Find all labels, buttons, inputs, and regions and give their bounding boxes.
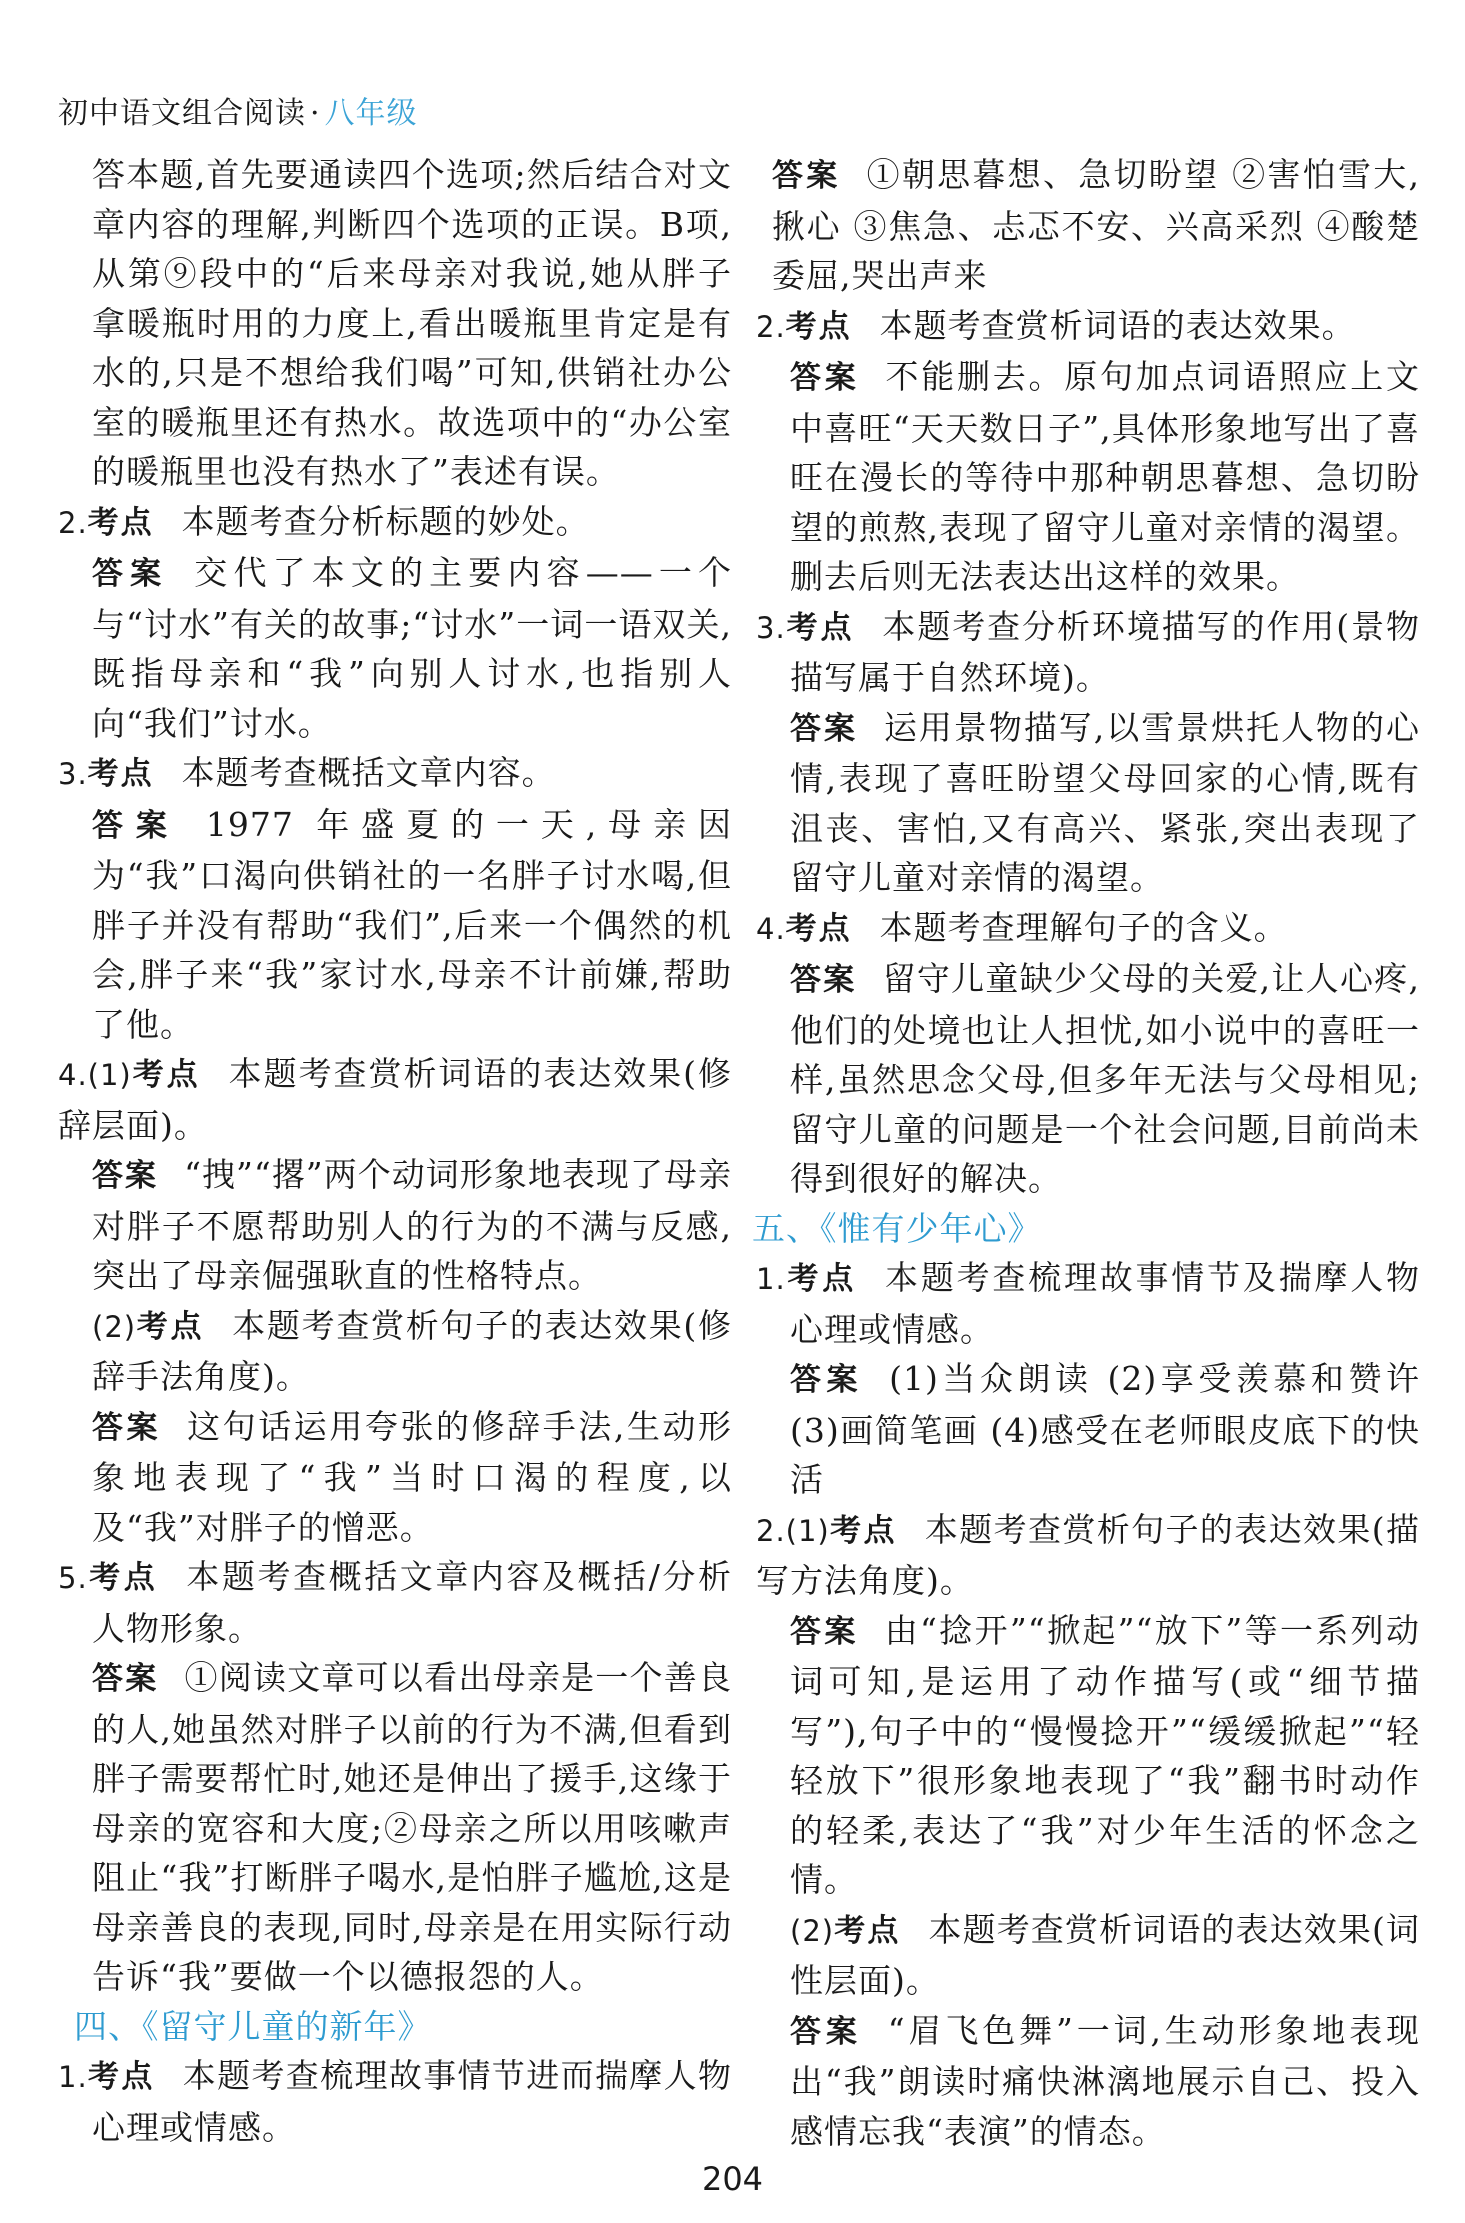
page-number: 204 <box>701 2160 764 2198</box>
q4a-answer-text: “拽”“撂”两个动词形象地表现了母亲对胖子不愿帮助别人的行为的不满与反感,突出了母亲倔强耿直的性格特点。 <box>92 1155 733 1295</box>
s4q2-point-label: 考点 <box>785 308 852 345</box>
s4q3-number: 3. <box>756 610 786 645</box>
s4q4-point-label: 考点 <box>785 910 852 947</box>
s5q2b-point-label: 考点 <box>834 1912 901 1949</box>
q2-point-text: 本题考查分析标题的妙处。 <box>181 501 590 541</box>
q2-point <box>58 497 732 549</box>
s5q2a-number: 2.(1) <box>756 1513 830 1548</box>
s5q1-point <box>756 1253 1420 1354</box>
q4b-answer <box>92 1402 732 1553</box>
s4q3-point-label: 考点 <box>785 609 855 646</box>
s4q4-point <box>756 903 1420 955</box>
q3-answer-label: 答案 <box>92 807 180 844</box>
s4q1-answer-text: ①朝思暮想、急切盼望 ②害怕雪大,揪心 ③焦急、忐忑不安、兴高采烈 ④酸楚委屈,哭出声来 <box>772 155 1421 295</box>
s4q2-answer <box>790 352 1420 602</box>
s5q2b-answer-text: “眉飞色舞”一词,生动形象地表现出“我”朗读时痛快淋漓地展示自己、投入感情忘我“表演”的情态。 <box>790 2010 1421 2151</box>
s4q4-answer-text: 留守儿童缺少父母的关爱,让人心疼,他们的处境也让人担忧,如小说中的喜旺一样,虽然思念父母,但多年无法与父母相见;留守儿童的问题是一个社会问题,目前尚未得到很好的解决。 <box>790 959 1421 1198</box>
s5q2b-point <box>790 1905 1420 2006</box>
q4b-point <box>92 1301 732 1402</box>
q5-point-label: 考点 <box>87 1560 159 1596</box>
paragraph-continued: 答本题,首先要通读四个选项;然后结合对文章内容的理解,判断四个选项的正误。B项,从第⑨段中的“后来母亲对我说,她从胖子拿暖瓶时用的力度上,看出暖瓶里肯定是有水的,只是不想给我们喝”可知,供销社办公室的暖瓶里还有热水。故选项中的“办公室的暖瓶里也没有热水了”表述有误。 <box>92 155 732 491</box>
s5q1-number: 1. <box>756 1262 786 1296</box>
s5q1-answer-text: (1)当众朗读 (2)享受羡慕和赞许 (3)画简笔画 (4)感受在老师眼皮底下的快活 <box>790 1359 1421 1499</box>
s5q1-answer-label: 答案 <box>790 1362 864 1398</box>
s5q2b-point-text: 本题考查赏析词语的表达效果(词性层面)。 <box>790 1909 1421 2000</box>
q3-point-label: 考点 <box>87 756 154 792</box>
s4q3-answer-text: 运用景物描写,以雪景烘托人物的心情,表现了喜旺盼望父母回家的心情,既有沮丧、害怕,又有高兴、紧张,突出表现了留守儿童对亲情的渴望。 <box>790 707 1421 897</box>
q3-answer <box>92 800 732 1050</box>
q4b-answer-text: 这句话运用夸张的修辞手法,生动形象地表现了“我”当时口渴的程度,以及“我”对胖子的憎恶。 <box>92 1406 732 1547</box>
s5q2a-point <box>756 1505 1420 1606</box>
s4q3-point-text: 本题考查分析环境描写的作用(景物描写属于自然环境)。 <box>790 606 1421 697</box>
s4q1-point-text: 本题考查梳理故事情节进而揣摩人物心理或情感。 <box>92 2056 733 2147</box>
s4q3-answer-label: 答案 <box>790 710 858 747</box>
q2-answer-text: 交代了本文的主要内容——一个与“讨水”有关的故事;“讨水”一词一语双关,既指母亲和“我”向别人讨水,也指别人向“我们”讨水。 <box>92 553 733 743</box>
q5-answer <box>92 1653 732 2002</box>
s4q4-answer-label: 答案 <box>790 962 857 998</box>
running-header <box>58 88 418 132</box>
s4q3-answer <box>790 703 1420 903</box>
s5q2b-answer <box>790 2006 1420 2157</box>
q3-number: 3. <box>58 757 88 791</box>
q4a-point-label: 考点 <box>131 1057 201 1093</box>
s4q1-point-label: 考点 <box>87 2059 155 2095</box>
s5q2b-number: (2) <box>790 1913 835 1948</box>
q5-point-text: 本题考查概括文章内容及概括/分析人物形象。 <box>92 1557 732 1648</box>
q4a-point <box>58 1049 732 1150</box>
s4q1-point <box>58 2051 732 2152</box>
s4q1-answer <box>772 150 1420 301</box>
q3-answer-text: 1977 年盛夏的一天,母亲因为“我”口渴向供销社的一名胖子讨水喝,但胖子并没有帮助“我们”,后来一个偶然的机会,胖子来“我”家讨水,母亲不计前嫌,帮助了他。 <box>92 804 732 1044</box>
s4q1-number: 1. <box>58 2060 88 2094</box>
s4q4-answer <box>790 954 1420 1204</box>
q2-number: 2. <box>58 505 88 540</box>
section-5-title: 五、《惟有少年心》 <box>752 1208 1042 1248</box>
s4q3-point <box>756 602 1420 703</box>
s4q4-number: 4. <box>756 911 786 946</box>
q4b-point-label: 考点 <box>136 1308 205 1345</box>
s4q4-point-text: 本题考查理解句子的含义。 <box>879 907 1288 947</box>
q4b-answer-label: 答案 <box>92 1409 162 1446</box>
s4q2-point <box>756 301 1420 353</box>
s4q2-number: 2. <box>756 309 786 344</box>
q4b-point-text: 本题考查赏析句子的表达效果(修辞手法角度)。 <box>92 1305 733 1396</box>
q5-answer-label: 答案 <box>92 1661 159 1697</box>
q4a-point-text: 本题考查赏析词语的表达效果(修辞层面)。 <box>58 1054 733 1145</box>
s5q2b-answer-label: 答案 <box>790 2013 862 2050</box>
s5q2a-answer <box>790 1606 1420 1905</box>
s4q1-answer-label: 答案 <box>772 158 841 194</box>
q2-answer-label: 答案 <box>92 556 169 592</box>
q3-point-text: 本题考查概括文章内容。 <box>181 753 556 792</box>
s4q2-answer-text: 不能删去。原句加点词语照应上文中喜旺“天天数日子”,具体形象地写出了喜旺在漫长的等待中那种朝思暮想、急切盼望的煎熬,表现了留守儿童对亲情的渴望。删去后则无法表达出这样的效果。 <box>790 357 1420 596</box>
s5q1-point-text: 本题考查梳理故事情节及揣摩人物心理或情感。 <box>790 1258 1421 1349</box>
s4q2-answer-label: 答案 <box>790 360 860 396</box>
grade-label: 八年级 <box>324 96 418 131</box>
q3-point <box>58 748 732 800</box>
right-column <box>752 150 1421 2156</box>
left-column <box>58 150 733 2152</box>
s5q2a-answer-label: 答案 <box>790 1613 859 1650</box>
s5q1-point-label: 考点 <box>785 1261 858 1297</box>
s5q2a-point-text: 本题考查赏析句子的表达效果(描写方法角度)。 <box>756 1509 1420 1600</box>
s5q2a-answer-text: 由“捻开”“掀起”“放下”等一系列动词可知,是运用了动作描写(或“细节描写”),句子中的“慢慢捻开”“缓缓掀起”“轻轻放下”很形象地表现了“我”翻书时动作的轻柔,表达了“我”对少年生活的怀念之情。 <box>790 1610 1420 1899</box>
q4b-number: (2) <box>92 1309 137 1344</box>
s5q2a-point-label: 考点 <box>829 1512 897 1549</box>
q5-answer-text: ①阅读文章可以看出母亲是一个善良的人,她虽然对胖子以前的行为不满,但看到胖子需要帮忙时,她还是伸出了援手,这缘于母亲的宽容和大度;②母亲之所以用咳嗽声阻止“我”打断胖子喝水,是怕胖子尴尬,这是母亲善良的表现,同时,母亲是在用实际行动告诉“我”要做一个以德报怨的人。 <box>92 1658 733 1996</box>
q5-number: 5. <box>58 1561 88 1595</box>
s4q2-point-text: 本题考查赏析词语的表达效果。 <box>879 305 1356 345</box>
q4a-answer-label: 答案 <box>92 1158 159 1194</box>
section-4-title: 四、《留守儿童的新年》 <box>74 2006 432 2046</box>
q2-answer <box>92 548 732 748</box>
q2-point-label: 考点 <box>87 504 154 541</box>
q4a-number: 4.(1) <box>58 1058 132 1092</box>
book-title: 初中语文组合阅读 <box>58 96 306 131</box>
s5q1-answer <box>790 1354 1420 1505</box>
q4a-answer <box>92 1150 732 1301</box>
q5-point <box>58 1552 732 1653</box>
header-separator: · <box>310 96 321 131</box>
